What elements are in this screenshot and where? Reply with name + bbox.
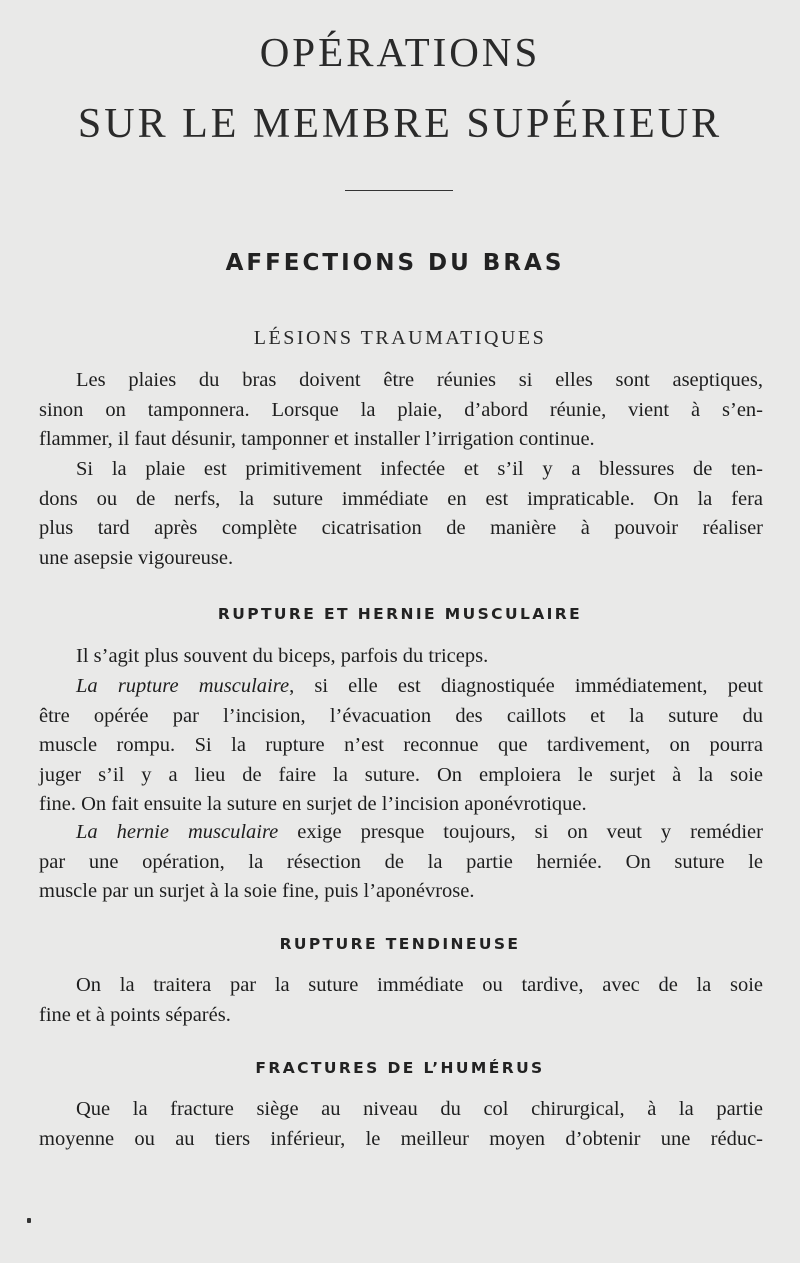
text-line: fine et à points séparés. [39,1003,231,1026]
text-line: On la traitera par la suture immédiate ou tardive, avec de la soie [76,974,763,996]
section-heading: LÉSIONS TRAUMATIQUES [253,327,547,349]
ink-speck [27,1218,31,1223]
text-line: par une opération, la résection de la partie herniée. On suture le [39,850,763,873]
title-divider [345,190,453,191]
text-line: sinon on tamponnera. Lorsque la plaie, d’abord réunie, vient à s’en- [39,398,763,421]
paragraph-humerus-fractures [39,1095,763,1154]
page-title-line-1: OPÉRATIONS [259,29,541,75]
paragraph-biceps [39,642,763,672]
text-line: Il s’agit plus souvent du biceps, parfois du triceps. [76,645,489,667]
text-line: juger s’il y a lieu de faire la suture. On emploiera le surjet à la soie [39,763,763,786]
text-line: Que la fracture siège au niveau du col chirurgical, à la partie [76,1098,763,1120]
paragraph-muscle-rupture [39,672,763,820]
text-line: flammer, il faut désunir, tamponner et installer l’irrigation continue. [39,428,595,451]
text-line: muscle par un surjet à la soie fine, puis l’aponévrose. [39,880,475,903]
text-line: fine. On fait ensuite la suture en surjet de l’incision aponévrotique. [39,793,587,816]
text-line: Les plaies du bras doivent être réunies si elles sont aseptiques, [76,369,763,391]
paragraph-muscle-hernia [39,818,763,907]
text-line: moyenne ou au tiers inférieur, le meilleur moyen d’obtenir une réduc- [39,1127,763,1150]
paragraph-infected-wounds [39,455,763,573]
subheading-muscle-rupture: RUPTURE ET HERNIE MUSCULAIRE [217,605,583,623]
page-title-line-2: SUR LE MEMBRE SUPÉRIEUR [77,101,723,147]
text-line: La rupture musculaire, si elle est diagnostiquée immédiatement, peut [76,675,763,697]
text-line: La hernie musculaire exige presque toujours, si on veut y remédier [76,821,763,843]
paragraph-wounds [39,366,763,455]
part-heading: AFFECTIONS DU BRAS [225,250,565,276]
paragraph-tendon-rupture [39,971,763,1030]
text-line: plus tard après complète cicatrisation de manière à pouvoir réaliser [39,517,763,540]
text-line: être opérée par l’incision, l’évacuation des caillots et la suture du [39,704,763,727]
text-line: muscle rompu. Si la rupture n’est reconnue que tardivement, on pourra [39,734,763,757]
text-line: une asepsie vigoureuse. [39,546,234,569]
subheading-tendon-rupture: RUPTURE TENDINEUSE [279,935,521,953]
subheading-humerus-fractures: FRACTURES DE L’HUMÉRUS [255,1059,545,1077]
text-line: Si la plaie est primitivement infectée et s’il y a blessures de ten- [76,458,763,480]
text-line: dons ou de nerfs, la suture immédiate en est impraticable. On la fera [39,487,763,510]
